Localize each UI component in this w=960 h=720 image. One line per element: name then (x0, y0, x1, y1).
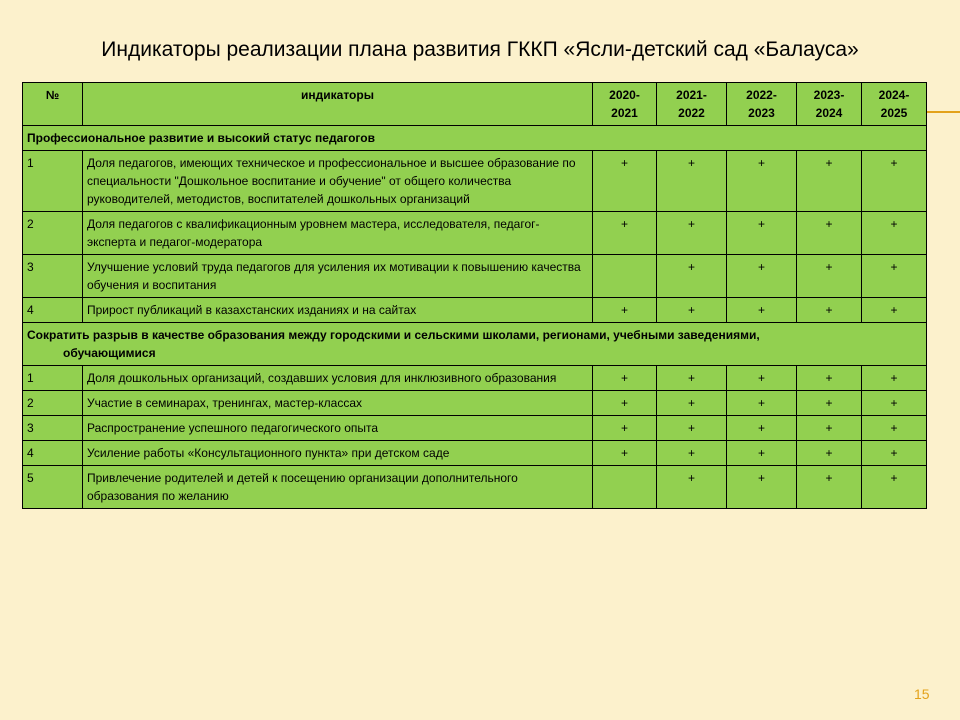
section-row (23, 126, 927, 151)
year-mark: + (862, 212, 927, 255)
header-year: 2023- 2024 (797, 83, 862, 126)
year-mark: + (797, 212, 862, 255)
year-mark: + (862, 466, 927, 509)
year-mark: + (727, 255, 797, 298)
year-mark: + (593, 416, 657, 441)
year-mark: + (593, 212, 657, 255)
year-mark: + (727, 151, 797, 212)
year-mark: + (593, 441, 657, 466)
year-mark: + (657, 212, 727, 255)
indicator-text: Доля дошкольных организаций, создавших условия для инклюзивного образования (83, 366, 593, 391)
year-mark: + (797, 391, 862, 416)
row-number: 4 (23, 441, 83, 466)
year-mark: + (797, 255, 862, 298)
year-mark (593, 466, 657, 509)
year-mark: + (862, 366, 927, 391)
year-mark: + (657, 416, 727, 441)
slide-title: Индикаторы реализации плана развития ГККП «Ясли-детский сад «Балауса» (101, 38, 859, 61)
year-mark: + (797, 298, 862, 323)
year-mark: + (727, 466, 797, 509)
indicator-text: Доля педагогов с квалификационным уровнем мастера, исследователя, педагог-эксперта и педагог-модератора (83, 212, 593, 255)
section-title-line: Сократить разрыв в качестве образования между городскими и сельскими школами, регионами, учебными заведениями, (27, 328, 760, 342)
section-title-line: обучающимися (63, 346, 156, 360)
row-number: 5 (23, 466, 83, 509)
page-number: 15 (914, 686, 930, 702)
row-number: 3 (23, 416, 83, 441)
year-mark: + (862, 416, 927, 441)
year-mark: + (727, 391, 797, 416)
table-row (23, 466, 927, 509)
indicator-text: Доля педагогов, имеющих техническое и профессиональное и высшее образование по специальности "Дошкольное воспитание и обучение" от общего количества руководителей, методистов, воспитателей дошкольных организаций (83, 151, 593, 212)
section-row (23, 323, 927, 366)
year-mark: + (862, 391, 927, 416)
table-row (23, 212, 927, 255)
year-mark: + (657, 391, 727, 416)
row-number: 2 (23, 212, 83, 255)
row-number: 1 (23, 366, 83, 391)
section-title-line: Профессиональное развитие и высокий статус педагогов (27, 131, 375, 145)
header-num: № (23, 83, 83, 126)
year-mark: + (862, 298, 927, 323)
year-mark: + (657, 255, 727, 298)
year-mark: + (593, 366, 657, 391)
indicator-text: Усиление работы «Консультационного пункта» при детском саде (83, 441, 593, 466)
year-mark: + (657, 298, 727, 323)
year-mark: + (593, 391, 657, 416)
table-row (23, 151, 927, 212)
indicator-text: Участие в семинарах, тренингах, мастер-классах (83, 391, 593, 416)
year-mark: + (862, 255, 927, 298)
header-indicator: индикаторы (83, 83, 593, 126)
year-mark: + (797, 466, 862, 509)
indicators-table (22, 82, 927, 509)
table-row (23, 255, 927, 298)
table-row (23, 441, 927, 466)
year-mark: + (862, 151, 927, 212)
section-title (23, 126, 927, 151)
header-year: 2024- 2025 (862, 83, 927, 126)
year-mark: + (862, 441, 927, 466)
indicator-text: Улучшение условий труда педагогов для усиления их мотивации к повышению качества обучения и воспитания (83, 255, 593, 298)
year-mark: + (657, 151, 727, 212)
year-mark: + (727, 212, 797, 255)
year-mark: + (797, 151, 862, 212)
header-year: 2020- 2021 (593, 83, 657, 126)
year-mark: + (727, 441, 797, 466)
year-mark: + (797, 416, 862, 441)
year-mark: + (797, 366, 862, 391)
year-mark: + (593, 151, 657, 212)
table-row (23, 416, 927, 441)
year-mark: + (657, 441, 727, 466)
row-number: 4 (23, 298, 83, 323)
year-mark: + (727, 416, 797, 441)
year-mark: + (797, 441, 862, 466)
indicator-text: Распространение успешного педагогического опыта (83, 416, 593, 441)
header-year: 2022- 2023 (727, 83, 797, 126)
table-row (23, 298, 927, 323)
year-mark (593, 255, 657, 298)
year-mark: + (727, 298, 797, 323)
header-year: 2021- 2022 (657, 83, 727, 126)
table-row (23, 391, 927, 416)
table-row (23, 366, 927, 391)
year-mark: + (727, 366, 797, 391)
accent-line (924, 111, 960, 113)
year-mark: + (657, 466, 727, 509)
year-mark: + (593, 298, 657, 323)
header-row (23, 83, 927, 126)
section-title (23, 323, 927, 366)
row-number: 2 (23, 391, 83, 416)
year-mark: + (657, 366, 727, 391)
row-number: 3 (23, 255, 83, 298)
indicator-text: Привлечение родителей и детей к посещению организации дополнительного образования по желанию (83, 466, 593, 509)
row-number: 1 (23, 151, 83, 212)
indicator-text: Прирост публикаций в казахстанских изданиях и на сайтах (83, 298, 593, 323)
